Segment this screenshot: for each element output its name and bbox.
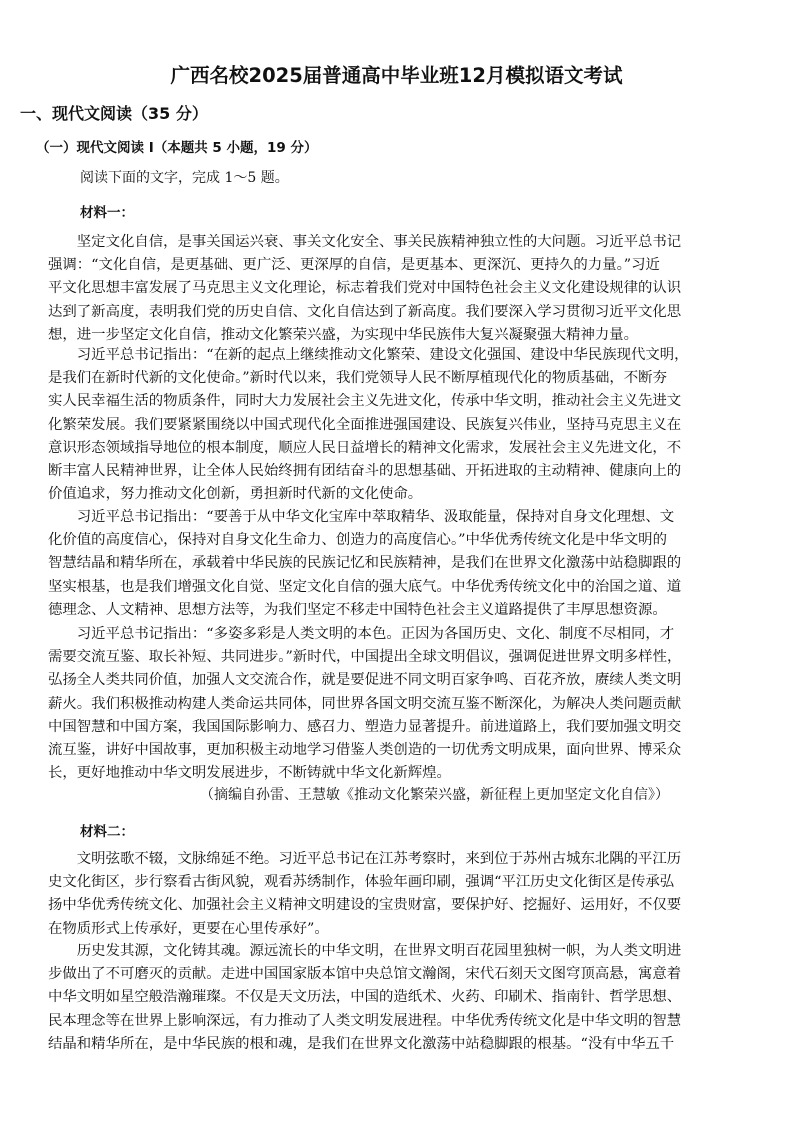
text-line: 坚实根基，也是我们增强文化自觉、坚定文化自信的强大底气。中华优秀传统文化中的治国之道、道 xyxy=(48,578,682,595)
text-line: 史文化街区，步行察看古街风貌，观看苏绣制作，体验年画印刷，强调“平江历史文化街区是传承弘 xyxy=(48,874,675,891)
text-line: 习近平总书记指出：“多姿多彩是人类文明的本色。正因为各国历史、文化、制度不尽相同，才 xyxy=(48,626,675,642)
text-line: 平文化思想丰富发展了马克思主义文化理论，标志着我们党对中国特色社会主义文化建设规律的认识 xyxy=(48,280,682,297)
text-line: 德理念、人文精神、思想方法等，为我们坚定不移走中国特色社会主义道路提供了丰厚思想资源。 xyxy=(48,601,667,618)
material-one-paragraph-3 xyxy=(48,506,751,622)
material-two-heading: 材料二： xyxy=(80,824,134,840)
text-line: 坚定文化自信，是事关国运兴衰、事关文化安全、事关民族精神独立性的大问题。习近平总书记 xyxy=(48,234,682,250)
section-heading: 一、现代文阅读（35 分） xyxy=(20,104,208,123)
text-line: 想，进一步坚定文化自信，推动文化繁荣兴盛，为实现中华民族伟大复兴凝聚强大精神力量。 xyxy=(48,326,639,343)
text-line: 弘扬全人类共同价值，加强人文交流合作，就是要促进不同文明百家争鸣、百花齐放，赓续人类文明 xyxy=(48,672,682,689)
text-line: 中国智慧和中国方案，我国国际影响力、感召力、塑造力显著提升。前进道路上，我们要加强文明交 xyxy=(48,718,682,735)
text-line: 价值追求，努力推动文化创新，勇担新时代新的文化使命。 xyxy=(48,486,423,503)
material-one-paragraph-2 xyxy=(48,344,751,506)
text-line: 智慧结晶和精华所在，承载着中华民族的民族记忆和民族精神，是我们在世界文化激荡中站稳脚跟的 xyxy=(48,555,682,572)
text-line: 长，更好地推动中华文明发展进步，不断铸就中华文化新辉煌。 xyxy=(48,765,451,782)
text-line: 化繁荣发展。我们要紧紧围绕以中国式现代化全面推进强国建设、民族复兴伟业，坚持马克思主义在 xyxy=(48,416,682,433)
reading-instruction: 阅读下面的文字，完成 1～5 题。 xyxy=(80,170,289,186)
text-line: 民本理念等在世界上影响深远，有力推动了人类文明发展进程。中华优秀传统文化是中华文明的智慧 xyxy=(48,1012,682,1029)
text-line: 需要交流互鉴、取长补短、共同进步。”新时代，中国提出全球文明倡议，强调促进世界文明多样性， xyxy=(48,649,682,666)
text-line: 习近平总书记指出：“在新的起点上继续推动文化繁荣、建设文化强国、建设中华民族现代文明， xyxy=(48,347,689,363)
text-line: 在物质形式上传承好，更要在心里传承好”。 xyxy=(48,920,329,937)
text-line: 步做出了不可磨灭的贡献。走进中国国家版本馆中央总馆文瀚阁，宋代石刻天文图穹顶高悬，寓意着 xyxy=(48,966,682,983)
subsection-heading: （一）现代文阅读 I（本题共 5 小题，19 分） xyxy=(36,140,318,156)
material-one-heading: 材料一： xyxy=(80,205,134,221)
material-two-paragraph-1 xyxy=(48,848,751,941)
text-line: 扬中华优秀传统文化、加强社会主义精神文明建设的宝贵财富，要保护好、挖掘好、运用好，不仅要 xyxy=(48,897,682,914)
text-line: 文明弦歌不辍，文脉绵延不绝。习近平总书记在江苏考察时，来到位于苏州古城东北隅的平江历 xyxy=(48,851,682,867)
exam-title: 广西名校2025届普通高中毕业班12月模拟语文考试 xyxy=(170,64,623,87)
text-line: 意识形态领域指导地位的根本制度，顺应人民日益增长的精神文化需求，发展社会主义先进文化，不 xyxy=(48,439,682,456)
text-line: 薪火。我们积极推动构建人类命运共同体，同世界各国文明交流互鉴不断深化，为解决人类问题贡献 xyxy=(48,695,682,712)
text-line: 化价值的高度信心，保持对自身文化生命力、创造力的高度信心。”中华优秀传统文化是中华文明的 xyxy=(48,532,667,549)
text-line: 达到了新高度，表明我们党的历史自信、文化自信达到了新高度。我们要深入学习贯彻习近平文化思 xyxy=(48,303,682,320)
material-one-paragraph-4 xyxy=(48,623,751,785)
text-line: 强调：“文化自信，是更基础、更广泛、更深厚的自信，是更基本、更深沉、更持久的力量。”习近 xyxy=(48,257,660,274)
material-two-paragraph-2 xyxy=(48,940,751,1056)
text-line: 中华文明如星空般浩瀚璀璨。不仅是天文历法，中国的造纸术、火药、印刷术、指南针、哲学思想、 xyxy=(48,989,682,1006)
material-one-source: （摘编自孙雷、王慧敏《推动文化繁荣兴盛，新征程上更加坚定文化自信》） xyxy=(200,787,669,803)
text-line: 是我们在新时代新的文化使命。”新时代以来，我们党领导人民不断厚植现代化的物质基础，不断夯 xyxy=(48,370,667,387)
text-line: 习近平总书记指出：“要善于从中华文化宝库中萃取精华、汲取能量，保持对自身文化理想、文 xyxy=(48,509,675,525)
material-one-paragraph-1 xyxy=(48,231,751,347)
text-line: 断丰富人民精神世界，让全体人民始终拥有团结奋斗的思想基础、开拓进取的主动精神、健康向上的 xyxy=(48,462,682,479)
text-line: 结晶和精华所在，是中华民族的根和魂，是我们在世界文化激荡中站稳脚跟的根基。“没有中华五千 xyxy=(48,1035,675,1052)
text-line: 历史发其源，文化铸其魂。源远流长的中华文明，在世界文明百花园里独树一帜，为人类文明进 xyxy=(48,943,682,959)
text-line: 流互鉴，讲好中国故事，更加积极主动地学习借鉴人类创造的一切优秀文明成果，面向世界、博采众 xyxy=(48,741,682,758)
text-line: 实人民幸福生活的物质条件，同时大力发展社会主义先进文化，传承中华文明，推动社会主义先进文 xyxy=(48,393,682,410)
